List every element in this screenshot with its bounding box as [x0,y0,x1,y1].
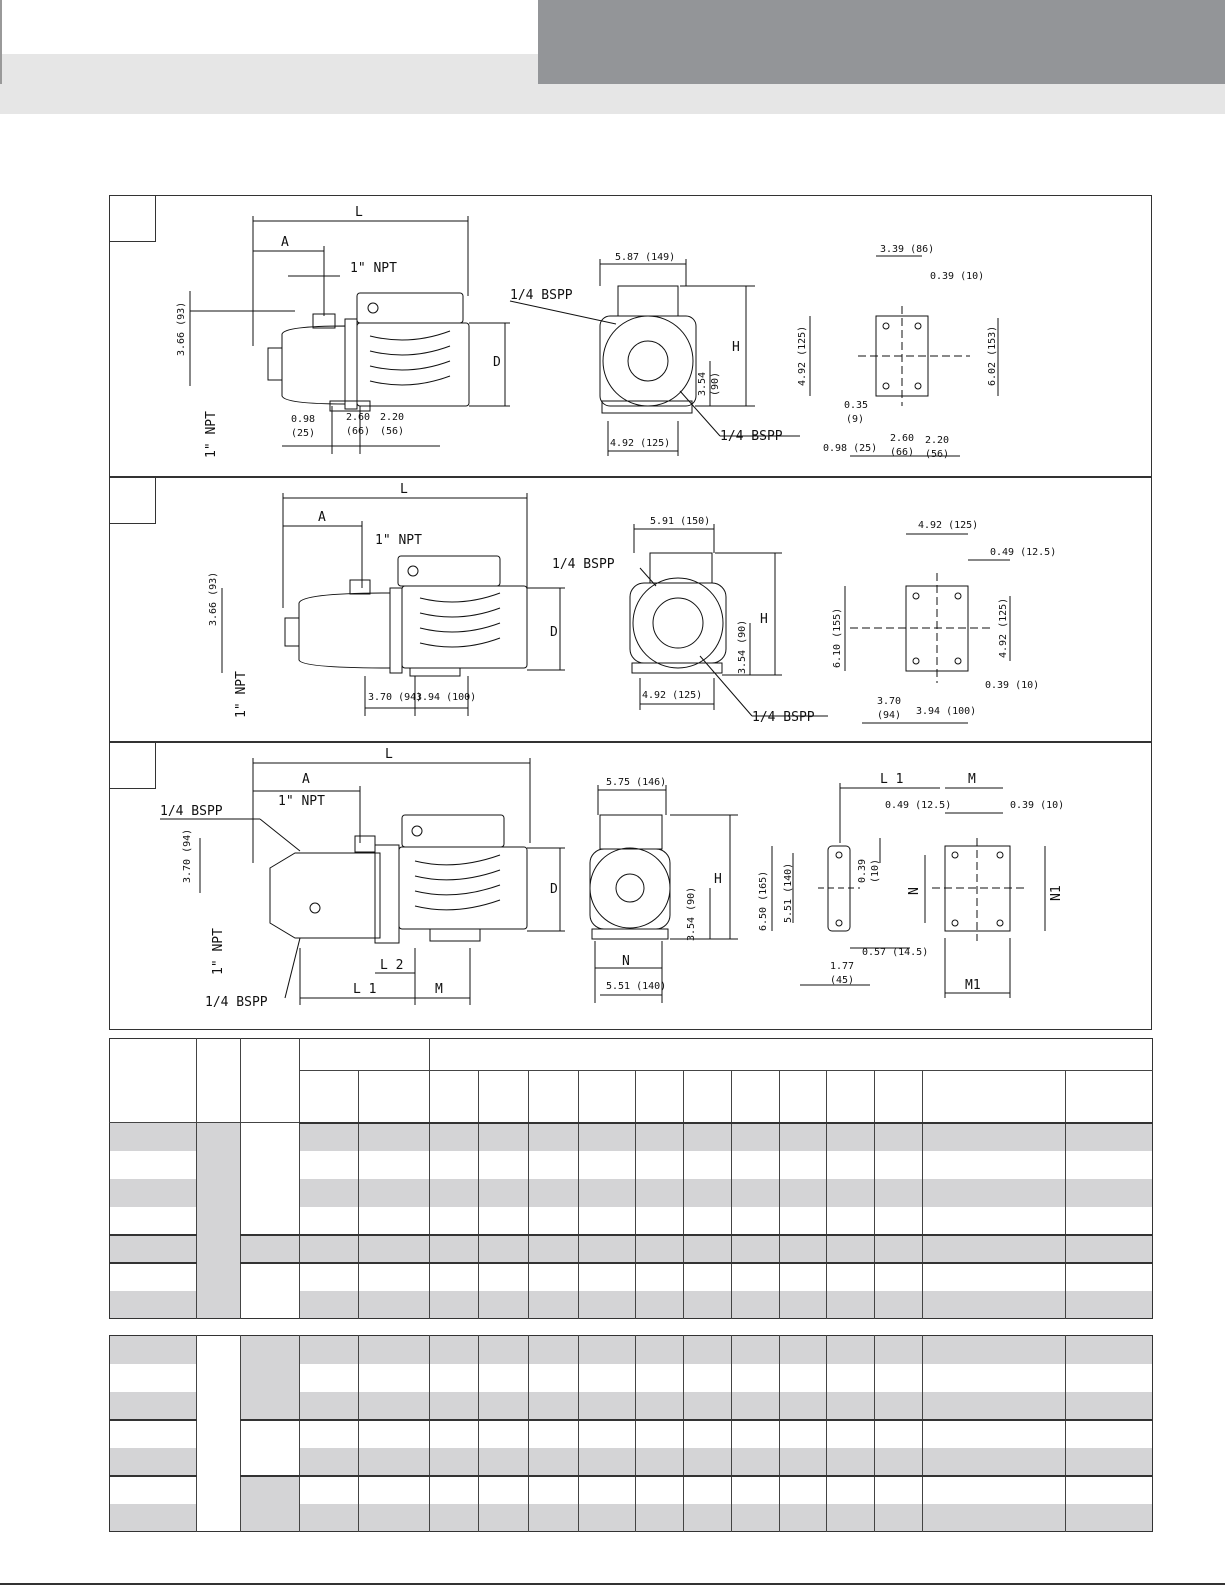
p3-f-049: 0.49 (12.5) [885,800,952,811]
p3-label-L1: L 1 [353,982,377,997]
p1-label-H: H [732,340,740,355]
table-row [110,1123,1153,1151]
p3-bspp-a: 1/4 BSPP [160,804,223,819]
p1-f-top: 3.39 (86) [880,244,935,255]
p2-h354: 3.54 (90) [737,619,748,674]
p1-label-D: D [493,355,501,370]
p2-npt-side: 1" NPT [234,671,249,718]
p3-bspp-b: 1/4 BSPP [205,995,268,1010]
p3-f-039b: 0.39 [857,858,868,883]
p3-label-A: A [302,772,310,787]
p3-label-L2: L 2 [380,958,404,973]
p3-f-039: 0.39 (10) [1010,800,1065,811]
drawing-panel-1 [109,195,1152,477]
p3-f-177: 1.77 [830,961,855,972]
p3-f-N: N [907,887,922,895]
p2-h-inlet: 3.66 (93) [208,571,219,626]
p2-w-top: 5.91 (150) [650,516,711,527]
p1-npt-side: 1" NPT [204,411,219,458]
drawing-3 [110,743,1153,1031]
p3-w-base: 5.51 (140) [606,981,667,992]
drawing-panel-3 [109,742,1152,1030]
p3-f-M: M [968,772,976,787]
p3-h354: 3.54 (90) [686,886,697,941]
p1-d260: 2.60 [346,412,371,423]
p1-f-left: 4.92 (125) [797,325,808,386]
p1-d220mm: (56) [380,426,405,437]
drawing-2 [110,478,1153,743]
p1-h354mm: (90) [710,371,721,396]
table-row [110,1263,1153,1291]
header-band [0,84,1225,114]
p1-w-top: 5.87 (149) [615,252,676,263]
p3-f-551: 5.51 (140) [783,862,794,923]
table-row [110,1476,1153,1504]
p2-label-L: L [400,482,408,497]
p3-f-057: 0.57 (14.5) [862,947,929,958]
p1-w-base: 4.92 (125) [610,438,671,449]
p1-d098: 0.98 [291,414,316,425]
p1-f-035mm: (9) [846,414,865,425]
p1-d098mm: (25) [291,428,316,439]
drawing-panel-2 [109,477,1152,742]
p1-f-260mm: (66) [890,447,915,458]
p1-label-L: L [355,205,363,220]
p1-f-220mm: (56) [925,449,950,460]
p1-f-035: 0.35 [844,400,869,411]
p3-label-N: N [622,954,630,969]
p2-d370: 3.70 (94) [368,692,423,703]
p3-f-650: 6.50 (165) [758,870,769,931]
p1-h-inlet: 3.66 (93) [176,301,187,356]
header-left-top [0,0,538,54]
p3-label-M: M [435,982,443,997]
table-row [110,1336,1153,1364]
drawing-1 [110,196,1153,478]
p1-bspp-b: 1/4 BSPP [720,429,783,444]
p3-h-inlet: 3.70 (94) [182,828,193,883]
p1-d220: 2.20 [380,412,405,423]
p3-label-H: H [714,872,722,887]
p1-npt-top: 1" NPT [350,261,397,276]
p2-f-370: 3.70 [877,696,902,707]
p3-label-D: D [550,882,558,897]
p2-bspp-a: 1/4 BSPP [552,557,615,572]
p2-f-top: 4.92 (125) [918,520,979,531]
p2-f-right: 4.92 (125) [998,597,1009,658]
p1-label-A: A [281,235,289,250]
p3-npt-side: 1" NPT [211,928,226,975]
p3-f-039bmm: (10) [870,858,881,883]
p2-npt-top: 1" NPT [375,533,422,548]
p1-f-039: 0.39 (10) [930,271,985,282]
p2-f-370mm: (94) [877,710,902,721]
p3-f-177mm: (45) [830,975,855,986]
p3-npt-top: 1" NPT [278,794,325,809]
p2-f-039: 0.39 (10) [985,680,1040,691]
p1-f-098: 0.98 (25) [823,443,878,454]
p1-h354: 3.54 [697,371,708,396]
p3-f-L1: L 1 [880,772,904,787]
p2-f-049: 0.49 (12.5) [990,547,1057,558]
header-right-block [538,0,1225,84]
dimension-table-2 [109,1335,1153,1532]
p3-f-N1: N1 [1049,885,1064,901]
p3-w-top: 5.75 (146) [606,777,667,788]
p2-label-D: D [550,625,558,640]
p2-f-394: 3.94 (100) [916,706,977,717]
p3-label-L: L [385,747,393,762]
header-left-band [0,54,538,84]
p2-f-left: 6.10 (155) [832,607,843,668]
dimension-table-1 [109,1038,1153,1319]
p1-bspp-a: 1/4 BSPP [510,288,573,303]
p3-f-M1: M1 [965,978,981,993]
p1-f-260: 2.60 [890,433,915,444]
p2-label-H: H [760,612,768,627]
p2-label-A: A [318,510,326,525]
p2-bspp-b: 1/4 BSPP [752,710,815,725]
table-row [110,1235,1153,1263]
p2-d394: 3.94 (100) [416,692,477,703]
p2-w-base: 4.92 (125) [642,690,703,701]
p1-f-right: 6.02 (153) [987,325,998,386]
table1-header-row-1 [110,1039,1153,1071]
p1-f-220: 2.20 [925,435,950,446]
table-row [110,1420,1153,1448]
p1-d260mm: (66) [346,426,371,437]
